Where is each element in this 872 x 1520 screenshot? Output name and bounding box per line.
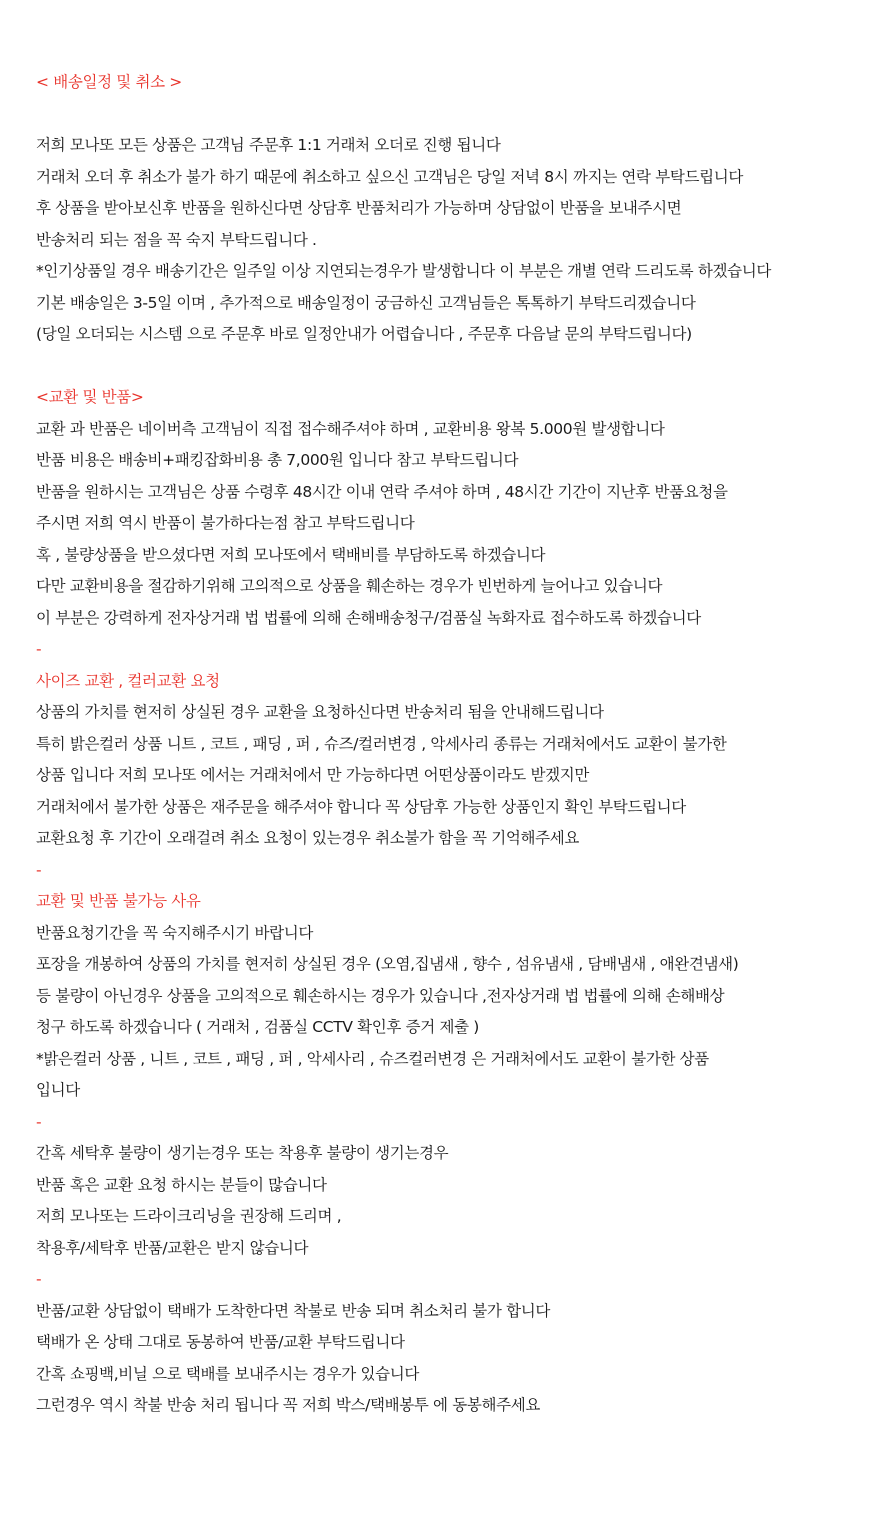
text-line: 상품의 가치를 현저히 상실된 경우 교환을 요청하신다면 반송처리 됨을 안내해드립니다 [36,703,604,721]
text-line: 혹 , 불량상품을 받으셨다면 저희 모나또에서 택배비를 부담하도록 하겠습니다 [36,545,546,564]
text-line: 입니다 [36,1081,80,1099]
text-line: (당일 오더되는 시스템 으로 주문후 바로 일정안내가 어렵습니다 , 주문후 다음날 문의 부탁드립니다) [36,325,692,343]
section-heading: 교환 및 반품 불가능 사유 [36,892,201,910]
section-heading: < 배송일정 및 취소 > [36,73,182,91]
text-line: 반품/교환 상담없이 택배가 도착한다면 착불로 반송 되며 취소처리 불가 합니다 [36,1301,551,1320]
blank-line [36,99,866,131]
text-line: 교환 과 반품은 네이버측 고객님이 직접 접수해주셔야 하며 , 교환비용 왕복 5.000원 발생합니다 [36,419,665,438]
section-divider: - [36,1270,42,1288]
text-line: *밝은컬러 상품 , 니트 , 코트 , 패딩 , 퍼 , 악세사리 , 슈즈컬러변경 은 거래처에서도 교환이 불가한 상품 [36,1049,709,1068]
text-line: 다만 교환비용을 절감하기위해 고의적으로 상품을 훼손하는 경우가 빈번하게 늘어나고 있습니다 [36,577,663,595]
text-line: 택배가 온 상태 그대로 동봉하여 반품/교환 부탁드립니다 [36,1333,405,1351]
text-line: 착용후/세탁후 반품/교환은 받지 않습니다 [36,1238,309,1257]
text-line: 그런경우 역시 착불 반송 처리 됩니다 꼭 저희 박스/택배봉투 에 동봉해주세요 [36,1396,540,1414]
section-divider: - [36,1112,42,1131]
text-line: 청구 하도록 하겠습니다 ( 거래처 , 검품실 CCTV 확인후 증거 제출 ) [36,1018,479,1036]
text-line: 상품 입니다 저희 모나또 에서는 거래처에서 만 가능하다면 어떤상품이라도 받겠지만 [36,766,590,784]
text-line: 기본 배송일은 3-5일 이며 , 추가적으로 배송일정이 궁금하신 고객님들은 톡톡하기 부탁드리겠습니다 [36,293,696,312]
text-line: 저희 모나또는 드라이크리닝을 권장해 드리며 , [36,1207,342,1225]
text-line: 교환요청 후 기간이 오래걸려 취소 요청이 있는경우 취소불가 함을 꼭 기억해주세요 [36,829,579,847]
text-line: 간혹 쇼핑백,비닐 으로 택배를 보내주시는 경우가 있습니다 [36,1364,419,1383]
text-line: 반품을 원하시는 고객님은 상품 수령후 48시간 이내 연락 주셔야 하며 , 48시간 기간이 지난후 반품요청을 [36,482,728,501]
text-line: 특히 밝은컬러 상품 니트 , 코트 , 패딩 , 퍼 , 슈즈/컬러변경 , 악세사리 종류는 거래처에서도 교환이 불가한 [36,734,727,753]
text-line: 반품 혹은 교환 요청 하시는 분들이 많습니다 [36,1175,327,1194]
text-line: *인기상품일 경우 배송기간은 일주일 이상 지연되는경우가 발생합니다 이 부분은 개별 연락 드리도록 하겠습니다 [36,262,771,280]
section-heading: <교환 및 반품> [36,388,144,406]
text-line: 거래처 오더 후 취소가 불가 하기 때문에 취소하고 싶으신 고객님은 당일 저녁 8시 까지는 연락 부탁드립니다 [36,167,743,186]
text-line: 주시면 저희 역시 반품이 불가하다는점 참고 부탁드립니다 [36,514,415,532]
text-line: 거래처에서 불가한 상품은 재주문을 해주셔야 합니다 꼭 상담후 가능한 상품인지 확인 부탁드립니다 [36,797,686,816]
policy-document [36,67,866,1422]
text-line: 후 상품을 받아보신후 반품을 원하신다면 상담후 반품처리가 가능하며 상담없이 반품을 보내주시면 [36,199,682,217]
section-divider: - [36,860,42,879]
section-divider: - [36,640,42,658]
text-line: 이 부분은 강력하게 전자상거래 법 법률에 의해 손해배송청구/검품실 녹화자료 접수하도록 하겠습니다 [36,608,701,627]
text-line: 포장을 개봉하여 상품의 가치를 현저히 상실된 경우 (오염,집냄새 , 향수 , 섬유냄새 , 담배냄새 , 애완견냄새) [36,955,739,973]
text-line: 간혹 세탁후 불량이 생기는경우 또는 착용후 불량이 생기는경우 [36,1144,449,1162]
text-line: 저희 모나또 모든 상품은 고객님 주문후 1:1 거래처 오더로 진행 됩니다 [36,136,501,154]
text-line: 반송처리 되는 점을 꼭 숙지 부탁드립니다 . [36,230,317,249]
section-heading: 사이즈 교환 , 컬러교환 요청 [36,671,220,690]
blank-line [36,351,866,383]
text-line: 반품 비용은 배송비+패킹잡화비용 총 7,000원 입니다 참고 부탁드립니다 [36,451,519,469]
text-line: 등 불량이 아닌경우 상품을 고의적으로 훼손하시는 경우가 있습니다 ,전자상거래 법 법률에 의해 손해배상 [36,986,725,1005]
text-line: 반품요청기간을 꼭 숙지해주시기 바랍니다 [36,923,313,942]
